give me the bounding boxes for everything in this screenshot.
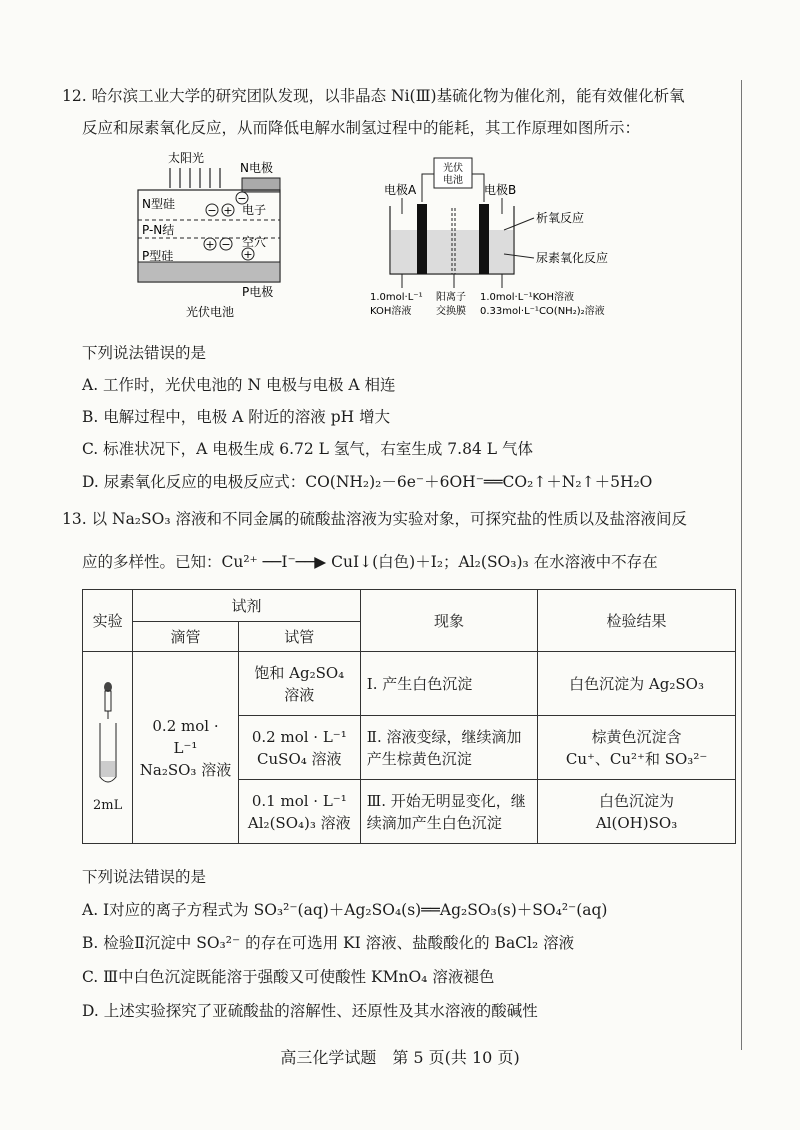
solution	[391, 230, 513, 273]
svg-text:1.0mol·L⁻¹KOH溶液: 1.0mol·L⁻¹KOH溶液	[480, 292, 574, 303]
q13-option-a[interactable]: A. Ⅰ对应的离子方程式为 SO₃²⁻(aq)＋Ag₂SO₄(s)══Ag₂SO₃(s)＋SO₄²⁻(aq)	[82, 901, 608, 919]
electrode-b-label: 电极B	[484, 183, 517, 197]
header-phenomenon: 现象	[360, 590, 537, 652]
electrode-a	[417, 204, 427, 274]
photovoltaic-cell-diagram	[130, 150, 300, 320]
sunlight-arrows	[170, 168, 220, 188]
q13-stem-line1: 13. 以 Na₂SO₃ 溶液和不同金属的硫酸盐溶液为实验对象，可探究盐的性质以及盐溶液间反	[62, 510, 687, 528]
dropper-and-tube-icon	[93, 679, 123, 789]
electrolytic-cell-diagram	[362, 150, 652, 322]
q13-option-d[interactable]: D. 上述实验探究了亚硫酸盐的溶解性、还原性及其水溶液的酸碱性	[82, 1002, 538, 1020]
table-row: 2mL 0.2 mol · L⁻¹ Na₂SO₃ 溶液 饱和 Ag₂SO₄ 溶液 Ⅰ. 产生白色沉淀 白色沉淀为 Ag₂SO₃	[83, 652, 736, 716]
q12-option-a[interactable]: A. 工作时，光伏电池的 N 电极与电极 A 相连	[82, 376, 396, 394]
electron-label: 电子	[242, 203, 267, 217]
test-tube-illustration	[83, 652, 133, 844]
svg-text:−: −	[237, 192, 247, 205]
page-footer: 高三化学试题 第 5 页(共 10 页)	[280, 1048, 520, 1067]
svg-text:0.33mol·L⁻¹CO(NH₂)₂溶液: 0.33mol·L⁻¹CO(NH₂)₂溶液	[480, 306, 605, 317]
q12-option-b[interactable]: B. 电解过程中，电极 A 附近的溶液 pH 增大	[82, 408, 391, 426]
svg-text:电池: 电池	[443, 175, 463, 186]
q12-question: 下列说法错误的是	[82, 344, 207, 362]
header-reagent: 试剂	[133, 590, 361, 622]
table-row: 0.1 mol · L⁻¹ Al₂(SO₄)₃ 溶液 Ⅲ. 开始无明显变化，继 续滴加产生白色沉淀 白色沉淀为 Al(OH)SO₃	[83, 780, 736, 844]
q12-option-c[interactable]: C. 标准状况下，A 电极生成 6.72 L 氢气，右室生成 7.84 L 气体	[82, 440, 533, 458]
hole-label: 空穴	[242, 235, 267, 249]
p-electrode-block	[138, 262, 280, 282]
q12-stem-line2: 反应和尿素氧化反应，从而降低电解水制氢过程中的能耗，其工作原理如图所示：	[82, 119, 641, 137]
header-tube: 试管	[238, 622, 360, 652]
header-experiment: 实验	[83, 590, 133, 652]
p-si-label: P型硅	[142, 249, 174, 263]
oer-label: 析氧反应	[536, 211, 585, 225]
q12-option-d[interactable]: D. 尿素氧化反应的电极反应式：CO(NH₂)₂－6e⁻＋6OH⁻══CO₂↑＋N₂↑＋5H₂O	[82, 473, 653, 491]
svg-text:1.0mol·L⁻¹: 1.0mol·L⁻¹	[370, 292, 423, 303]
header-dropper: 滴管	[133, 622, 239, 652]
svg-text:−: −	[221, 238, 231, 251]
electrode-a-label: 电极A	[384, 183, 417, 197]
svg-text:阳离子: 阳离子	[436, 292, 466, 303]
electrode-b	[479, 204, 489, 274]
p-electrode-label: P电极	[242, 285, 274, 299]
svg-text:交换膜: 交换膜	[436, 306, 466, 317]
svg-text:+: +	[243, 248, 253, 261]
svg-text:KOH溶液: KOH溶液	[370, 306, 412, 317]
q13-option-c[interactable]: C. Ⅲ中白色沉淀既能溶于强酸又可使酸性 KMnO₄ 溶液褪色	[82, 968, 495, 986]
q12-stem-line1: 12. 哈尔滨工业大学的研究团队发现，以非晶态 Ni(Ⅲ)基硫化物为催化剂，能有效催化析氧	[62, 87, 685, 105]
margin-line	[741, 80, 742, 1050]
sunlight-label: 太阳光	[168, 151, 205, 165]
n-electrode-label: N电极	[240, 161, 273, 175]
pv-caption: 光伏电池	[186, 305, 235, 319]
header-result: 检验结果	[538, 590, 736, 652]
q13-stem-line2: 应的多样性。已知：Cu²⁺ ──I⁻──▶ CuI↓(白色)＋I₂；Al₂(SO₃)₃ 在水溶液中不存在	[82, 553, 658, 571]
experiment-table	[82, 589, 736, 844]
svg-text:+: +	[223, 204, 233, 217]
volume-label: 2mL	[92, 797, 123, 813]
svg-text:−: −	[207, 204, 217, 217]
svg-text:光伏: 光伏	[443, 163, 463, 174]
q13-option-b[interactable]: B. 检验Ⅱ沉淀中 SO₃²⁻ 的存在可选用 KI 溶液、盐酸酸化的 BaCl₂ 溶液	[82, 934, 575, 952]
n-si-label: N型硅	[142, 197, 175, 211]
uor-label: 尿素氧化反应	[536, 251, 609, 265]
svg-text:+: +	[205, 238, 215, 251]
q13-question: 下列说法错误的是	[82, 868, 207, 886]
dropper-reagent: 0.2 mol · L⁻¹ Na₂SO₃ 溶液	[133, 652, 239, 844]
pn-junction-label: P-N结	[142, 223, 175, 237]
table-row: 0.2 mol · L⁻¹ CuSO₄ 溶液 Ⅱ. 溶液变绿，继续滴加 产生棕黄色沉淀 棕黄色沉淀含 Cu⁺、Cu²⁺和 SO₃²⁻	[83, 716, 736, 780]
